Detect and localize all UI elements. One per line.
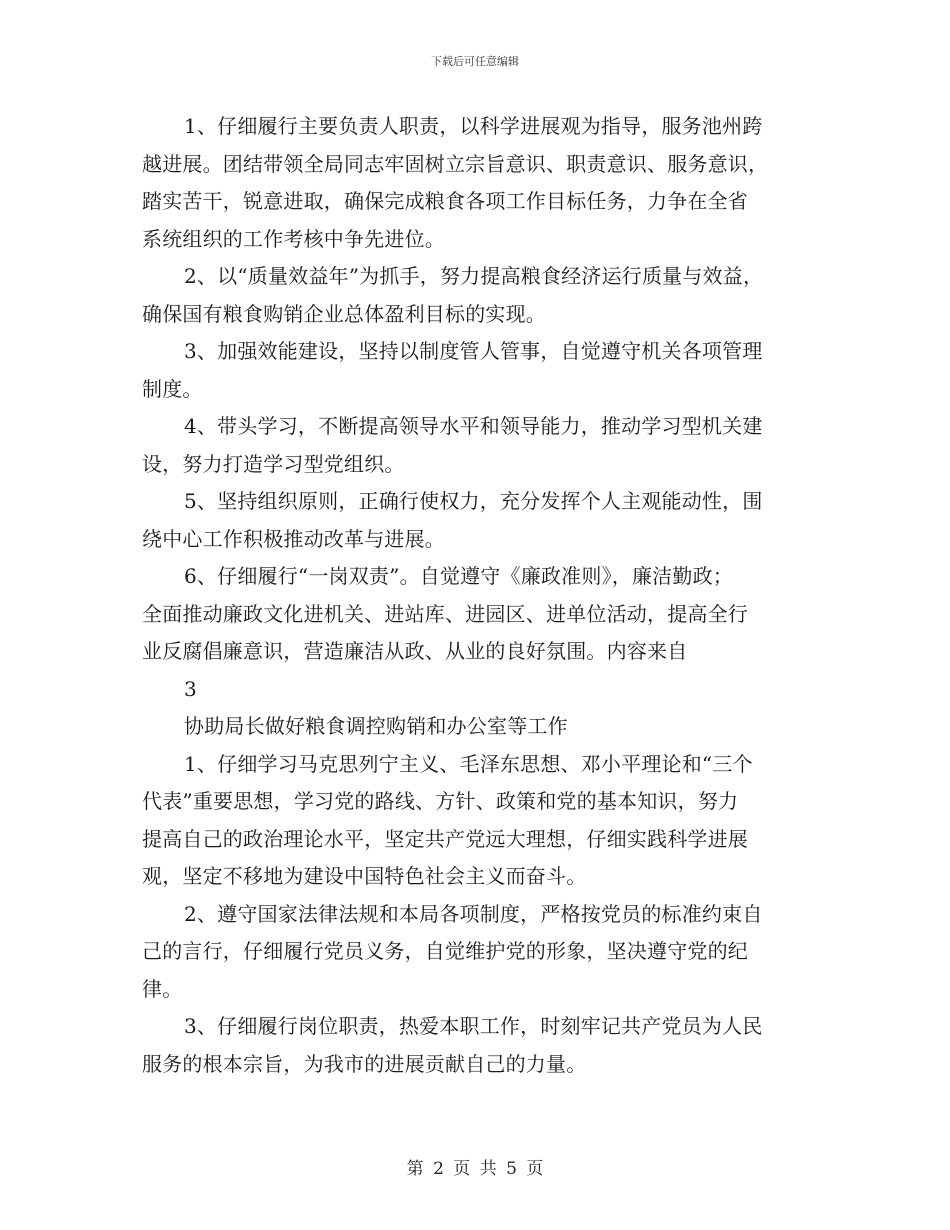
text-line: 3、加强效能建设，坚持以制度管人管事，自觉遵守机关各项管理 [184,339,763,363]
text-line: 服务的根本宗旨，为我市的进展贡献自己的力量。 [142,1051,587,1076]
text-line: 确保国有粮食购销企业总体盈利目标的实现。 [142,301,546,326]
text-line: 制度。 [142,376,203,401]
page-number-footer: 第 2 页 共 5 页 [406,1159,544,1179]
section-number: 3 [184,676,197,701]
text-line: 律。 [142,976,183,1001]
text-line: 3、仔细履行岗位职责，热爱本职工作，时刻牢记共产党员为人民 [184,1014,763,1038]
text-line: 1、仔细履行主要负责人职责，以科学进展观为指导，服务池州跨 [184,114,763,138]
section-title: 协助局长做好粮食调控购销和办公室等工作 [184,714,568,738]
text-line: 业反腐倡廉意识，营造廉洁从政、从业的良好氛围。内容来自 [142,639,688,663]
text-line: 越进展。团结带领全局同志牢固树立宗旨意识、职责意识、服务意识， [142,151,769,176]
text-line: 系统组织的工作考核中争先进位。 [142,226,445,251]
text-line: 绕中心工作积极推动改革与进展。 [142,526,445,551]
text-line: 5、坚持组织原则，正确行使权力，充分发挥个人主观能动性，围 [184,489,763,513]
document-body [142,108,832,1083]
text-line: 踏实苦干，锐意进取，确保完成粮食各项工作目标任务，力争在全省 [142,189,748,213]
header-note: 下载后可任意编辑 [431,55,519,68]
text-line: 4、带头学习，不断提高领导水平和领导能力，推动学习型机关建 [184,414,763,438]
text-line: 提高自己的政治理论水平，坚定共产党远大理想，仔细实践科学进展 [142,826,748,851]
text-line: 全面推动廉政文化进机关、进站库、进园区、进单位活动，提高全行 [142,601,748,626]
text-line: 代表”重要思想，学习党的路线、方针、政策和党的基本知识，努力 [142,789,739,813]
text-line: 己的言行，仔细履行党员义务，自觉维护党的形象，坚决遵守党的纪 [142,939,748,963]
text-line: 6、仔细履行“一岗双责”。自觉遵守《廉政准则》，廉洁勤政； [184,564,733,588]
text-line: 2、遵守国家法律法规和本局各项制度，严格按党员的标准约束自 [184,901,763,926]
text-line: 2、以“质量效益年”为抓手，努力提高粮食经济运行质量与效益， [184,264,764,288]
text-line: 设，努力打造学习型党组织。 [142,451,405,476]
text-line: 1、仔细学习马克思列宁主义、毛泽东思想、邓小平理论和“三个 [184,751,753,776]
text-line: 观，坚定不移地为建设中国特色社会主义而奋斗。 [142,864,587,888]
